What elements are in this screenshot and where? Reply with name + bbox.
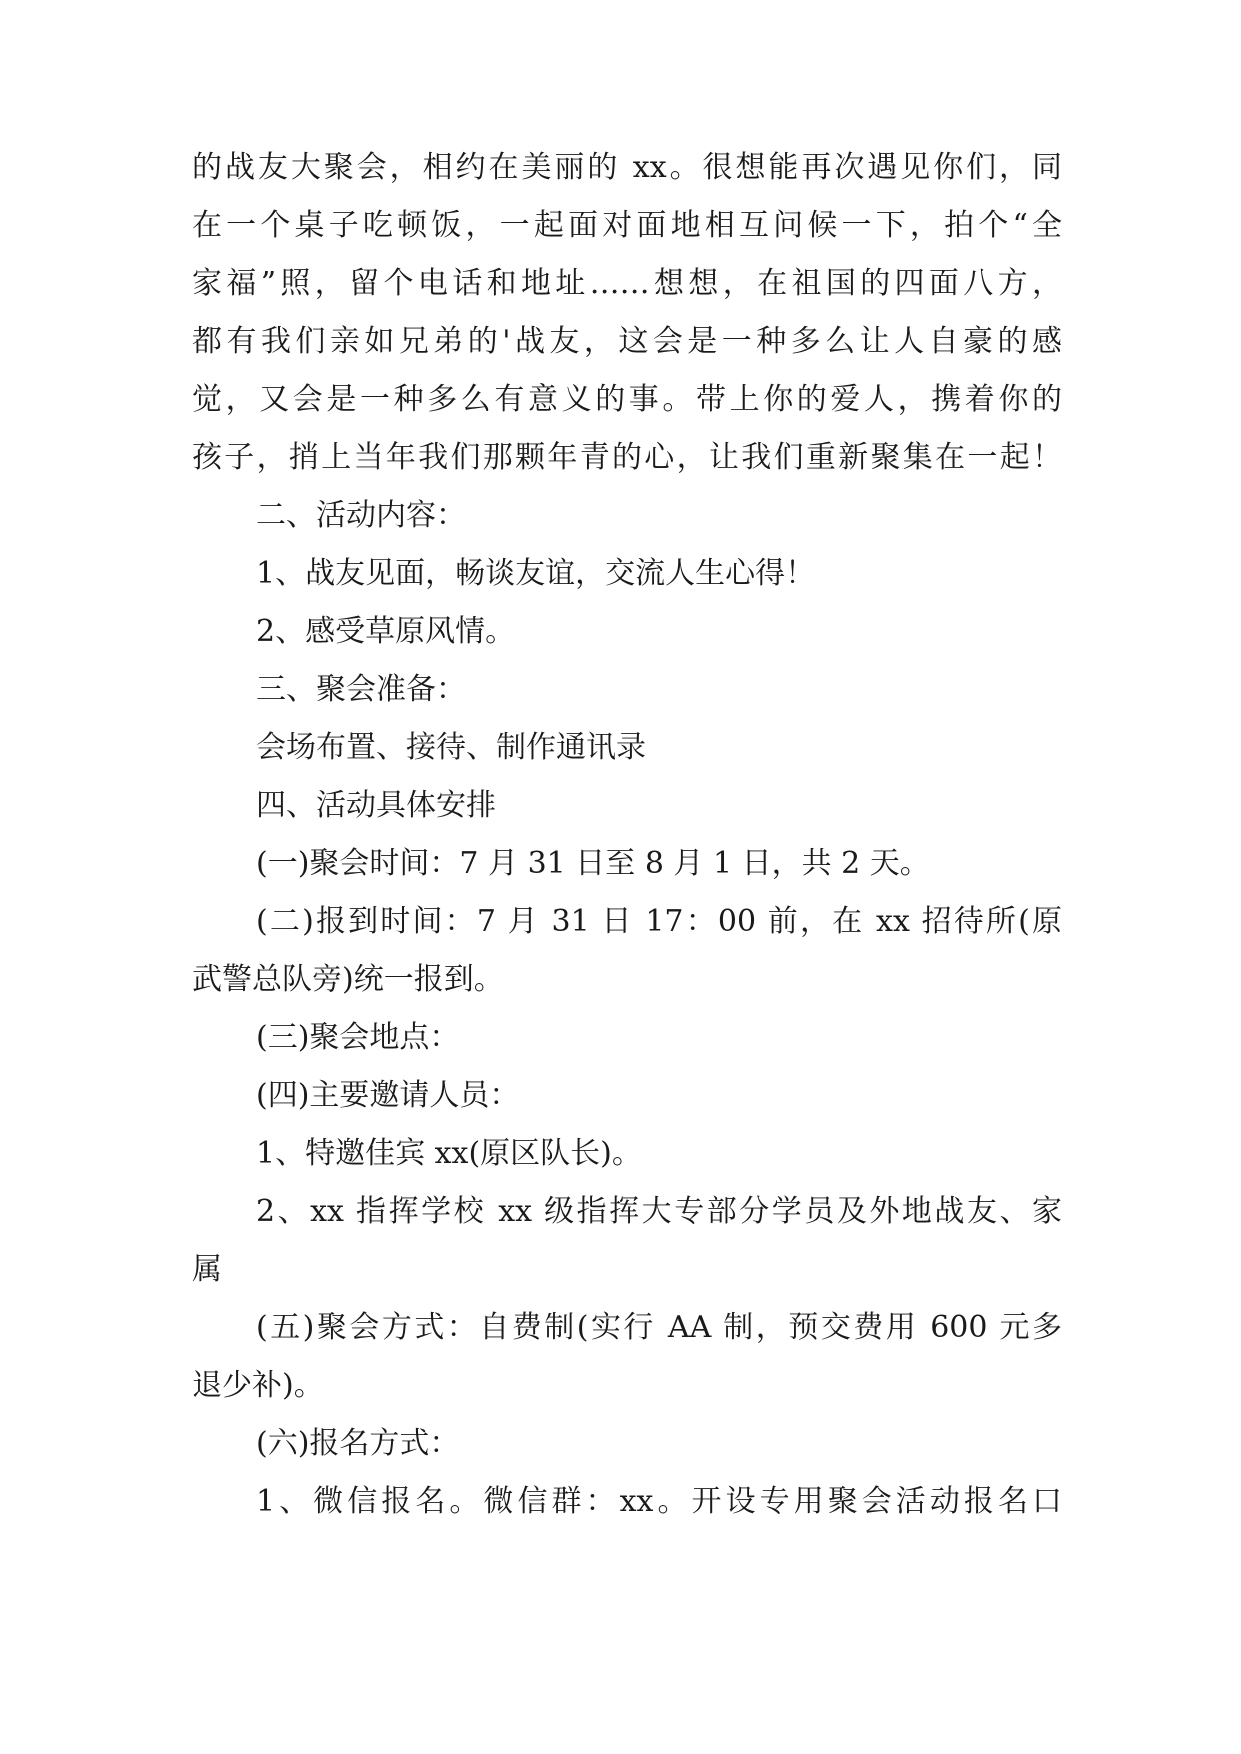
text-line: 属 [192, 1252, 222, 1287]
text-line: (五)聚会方式：自费制(实行 AA 制，预交费用 600 元多 [256, 1310, 1062, 1345]
text-line: (六)报名方式： [256, 1426, 460, 1461]
text-line: (四)主要邀请人员： [256, 1078, 520, 1113]
text-line: 武警总队旁)统一报到。 [192, 962, 504, 997]
text-line: 的战友大聚会，相约在美丽的 xx。很想能再次遇见你们，同 [192, 150, 1062, 185]
text-line: 1、战友见面，畅谈友谊，交流人生心得！ [256, 556, 816, 591]
text-line: (三)聚会地点： [256, 1020, 460, 1055]
text-line: 2、感受草原风情。 [256, 614, 516, 649]
text-line: 退少补)。 [192, 1368, 324, 1403]
section-heading: 四、活动具体安排 [256, 788, 496, 823]
text-line: (二)报到时间：7 月 31 日 17：00 前，在 xx 招待所(原 [256, 904, 1062, 939]
text-line: 孩子，捎上当年我们那颗年青的心，让我们重新聚集在一起！ [192, 440, 1062, 475]
section-heading: 二、活动内容： [256, 498, 466, 533]
text-line: 都有我们亲如兄弟的'战友，这会是一种多么让人自豪的感 [192, 324, 1062, 359]
text-line: 在一个桌子吃顿饭，一起面对面地相互问候一下，拍个“全 [192, 208, 1062, 243]
text-line: 1、特邀佳宾 xx(原区队长)。 [256, 1136, 642, 1171]
text-line: 家福”照，留个电话和地址……想想，在祖国的四面八方， [192, 266, 1062, 301]
section-heading: 三、聚会准备： [256, 672, 466, 707]
text-line: 会场布置、接待、制作通讯录 [256, 730, 646, 765]
text-line: 1、微信报名。微信群：xx。开设专用聚会活动报名口 [256, 1484, 1062, 1519]
text-line: 觉，又会是一种多么有意义的事。带上你的爱人，携着你的 [192, 382, 1062, 417]
text-line: 2、xx 指挥学校 xx 级指挥大专部分学员及外地战友、家 [256, 1194, 1062, 1229]
text-line: (一)聚会时间：7 月 31 日至 8 月 1 日，共 2 天。 [256, 846, 930, 881]
